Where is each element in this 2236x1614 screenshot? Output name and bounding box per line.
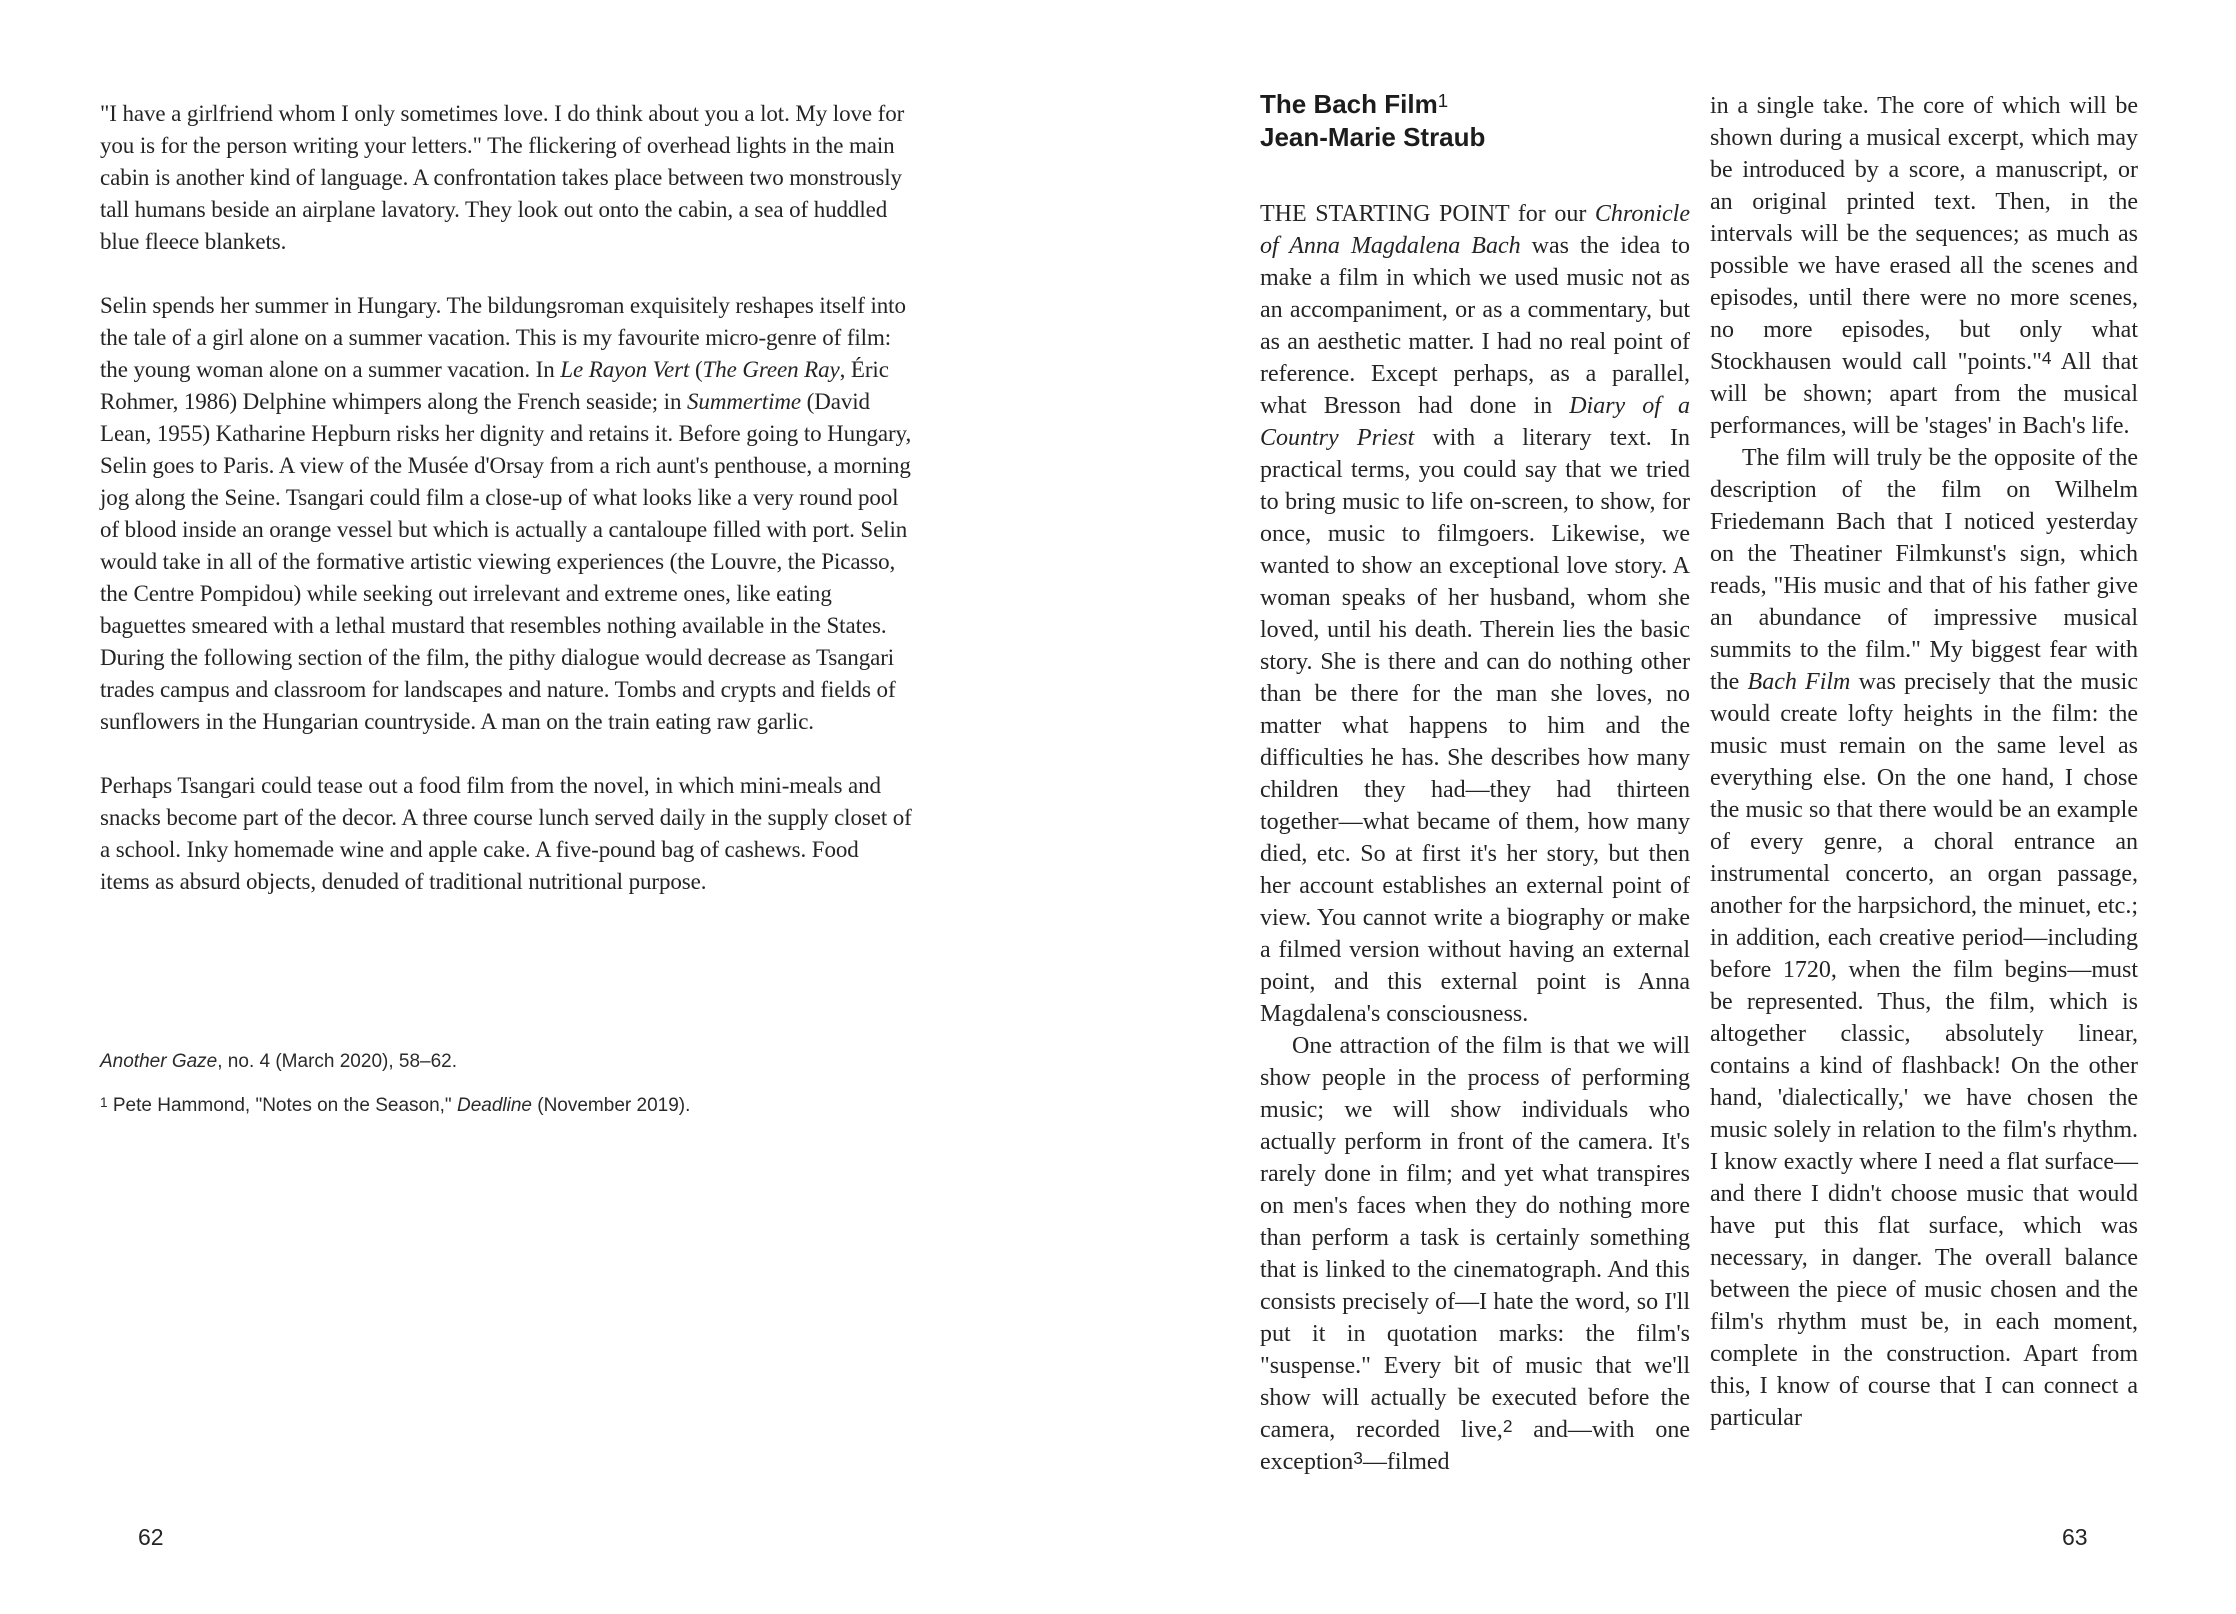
body-paragraph: The film will truly be the opposite of the description of the film on Wilhelm Friedemann Bach that I noticed yesterday on the Theatiner Filmkunst's sign, which reads, "His music and that of his father give an abundance of impressive musical summits to the film." My biggest fear with the Bach Film was precisely that the music would create lofty heights in the film: the music must remain on the same level as everything else. On the one hand, I chose the music so that there would be an example of every genre, a choral entrance an instrumental concerto, an organ passage, another for the harpsichord, the minuet, etc.; in addition, each creative period—including before 1720, when the film begins—must be represented. Thus, the film, which is altogether classic, absolutely linear, contains a kind of flashback! On the other hand, 'dialectically,' we have chosen the music solely in relation to the film's rhythm. I know exactly where I need a flat surface—and there I didn't choose music that would have put this flat surface, which was necessary, in danger. The overall balance between the piece of music chosen and the film's rhythm must be, in each moment, complete in the construction. Apart from this, I know of course that I can connect a particular	[1710, 445, 2139, 1431]
body-paragraph: Selin spends her summer in Hungary. The bildungsroman exquisitely reshapes itself into the tale of a girl alone on a summer vacation. This is my favourite micro-genre of film: the young woman alone on a summer vacation. In Le Rayon Vert (The Green Ray, Éric Rohmer, 1986) Delphine whimpers along the French seaside; in Summertime (David Lean, 1955) Katharine Hepburn risks her dignity and retains it. Before going to Hungary, Selin goes to Paris. A view of the Musée d'Orsay from a rich aunt's penthouse, a morning jog along the Seine. Tsangari could film a close-up of what looks like a very round pool of blood inside an orange vessel but which is actually a cantaloupe filled with port. Selin would take in all of the formative artistic viewing experiences (the Louvre, the Picasso, the Centre Pompidou) while seeking out irrelevant and extreme ones, like eating baguettes smeared with a lethal mustard that resembles nothing available in the States. During the following section of the film, the pithy dialogue would decrease as Tsangari trades campus and classroom for landscapes and nature. Tombs and crypts and fields of sunflowers in the Hungarian countryside. A man on the train eating raw garlic.	[100, 293, 912, 734]
page-number-left: 62	[138, 1524, 164, 1550]
body-paragraph: One attraction of the film is that we will show people in the process of performing music; we will show individuals who actually perform in front of the camera. It's rarely done in film; and yet what transpires on men's faces when they do nothing more than perform a task is certainly something that is linked to the cinematograph. And this consists precisely of—I hate the word, so I'll put it in quotation marks: the film's "suspense." Every bit of music that we'll show will actually be executed before the camera, recorded live,$^2$ and—with one exception$^3$—filmed	[1260, 1033, 1690, 1475]
article-heading	[1260, 88, 1690, 154]
article-title: The Bach Film$^1$	[1260, 89, 1449, 119]
right-page-column-1	[1260, 198, 1690, 1478]
body-paragraph-continuation: in a single take. The core of which will be shown during a musical excerpt, which may be introduced by a score, a manuscript, or an original printed text. Then, in the intervals will be the sequences; as much as possible we have erased all the scenes and episodes, until there were no more scenes, no more episodes, but only what Stockhausen would call "points."$^4$ All that will be shown; apart from the musical performances, will be 'stages' in Bach's life.	[1710, 93, 2138, 439]
right-page-column-2	[1710, 90, 2138, 1434]
left-page-body	[100, 98, 912, 898]
body-paragraph: "I have a girlfriend whom I only sometimes love. I do think about you a lot. My love for you is for the person writing your letters." The flickering of overhead lights in the main cabin is another kind of language. A confrontation takes place between two monstrously tall humans beside an airplane lavatory. They look out onto the cabin, a sea of huddled blue fleece blankets.	[100, 101, 905, 254]
article-author: Jean-Marie Straub	[1260, 122, 1486, 152]
footnote: $^1$ Pete Hammond, "Notes on the Season," Deadline (November 2019).	[100, 1094, 691, 1116]
page-number-right: 63	[2062, 1524, 2088, 1550]
body-paragraph: THE STARTING POINT for our Chronicle of Anna Magdalena Bach was the idea to make a film in which we used music not as an accompaniment, or as a commentary, but as an aesthetic matter. I had no real point of reference. Except perhaps, as a parallel, what Bresson had done in Diary of a Country Priest with a literary text. In practical terms, you could say that we tried to bring music to life on-screen, to show, for once, music to filmgoers. Likewise, we wanted to show an exceptional love story. A woman speaks of her husband, whom she loved, until his death. Therein lies the basic story. She is there and can do nothing other than be there for the man she loves, no matter what happens to him and the difficulties he has. She describes how many children they had—they had thirteen together—what became of them, how many died, etc. So at first it's her story, but then her account establishes an external point of view. You cannot write a biography or make a filmed version without having an external point, and this external point is Anna Magdalena's consciousness.	[1260, 201, 1690, 1027]
source-citation: Another Gaze, no. 4 (March 2020), 58–62.	[100, 1051, 458, 1072]
body-paragraph: Perhaps Tsangari could tease out a food film from the novel, in which mini-meals and snacks become part of the decor. A three course lunch served daily in the supply closet of a school. Inky homemade wine and apple cake. A five-pound bag of cashews. Food items as absurd objects, denuded of traditional nutritional purpose.	[100, 773, 912, 894]
